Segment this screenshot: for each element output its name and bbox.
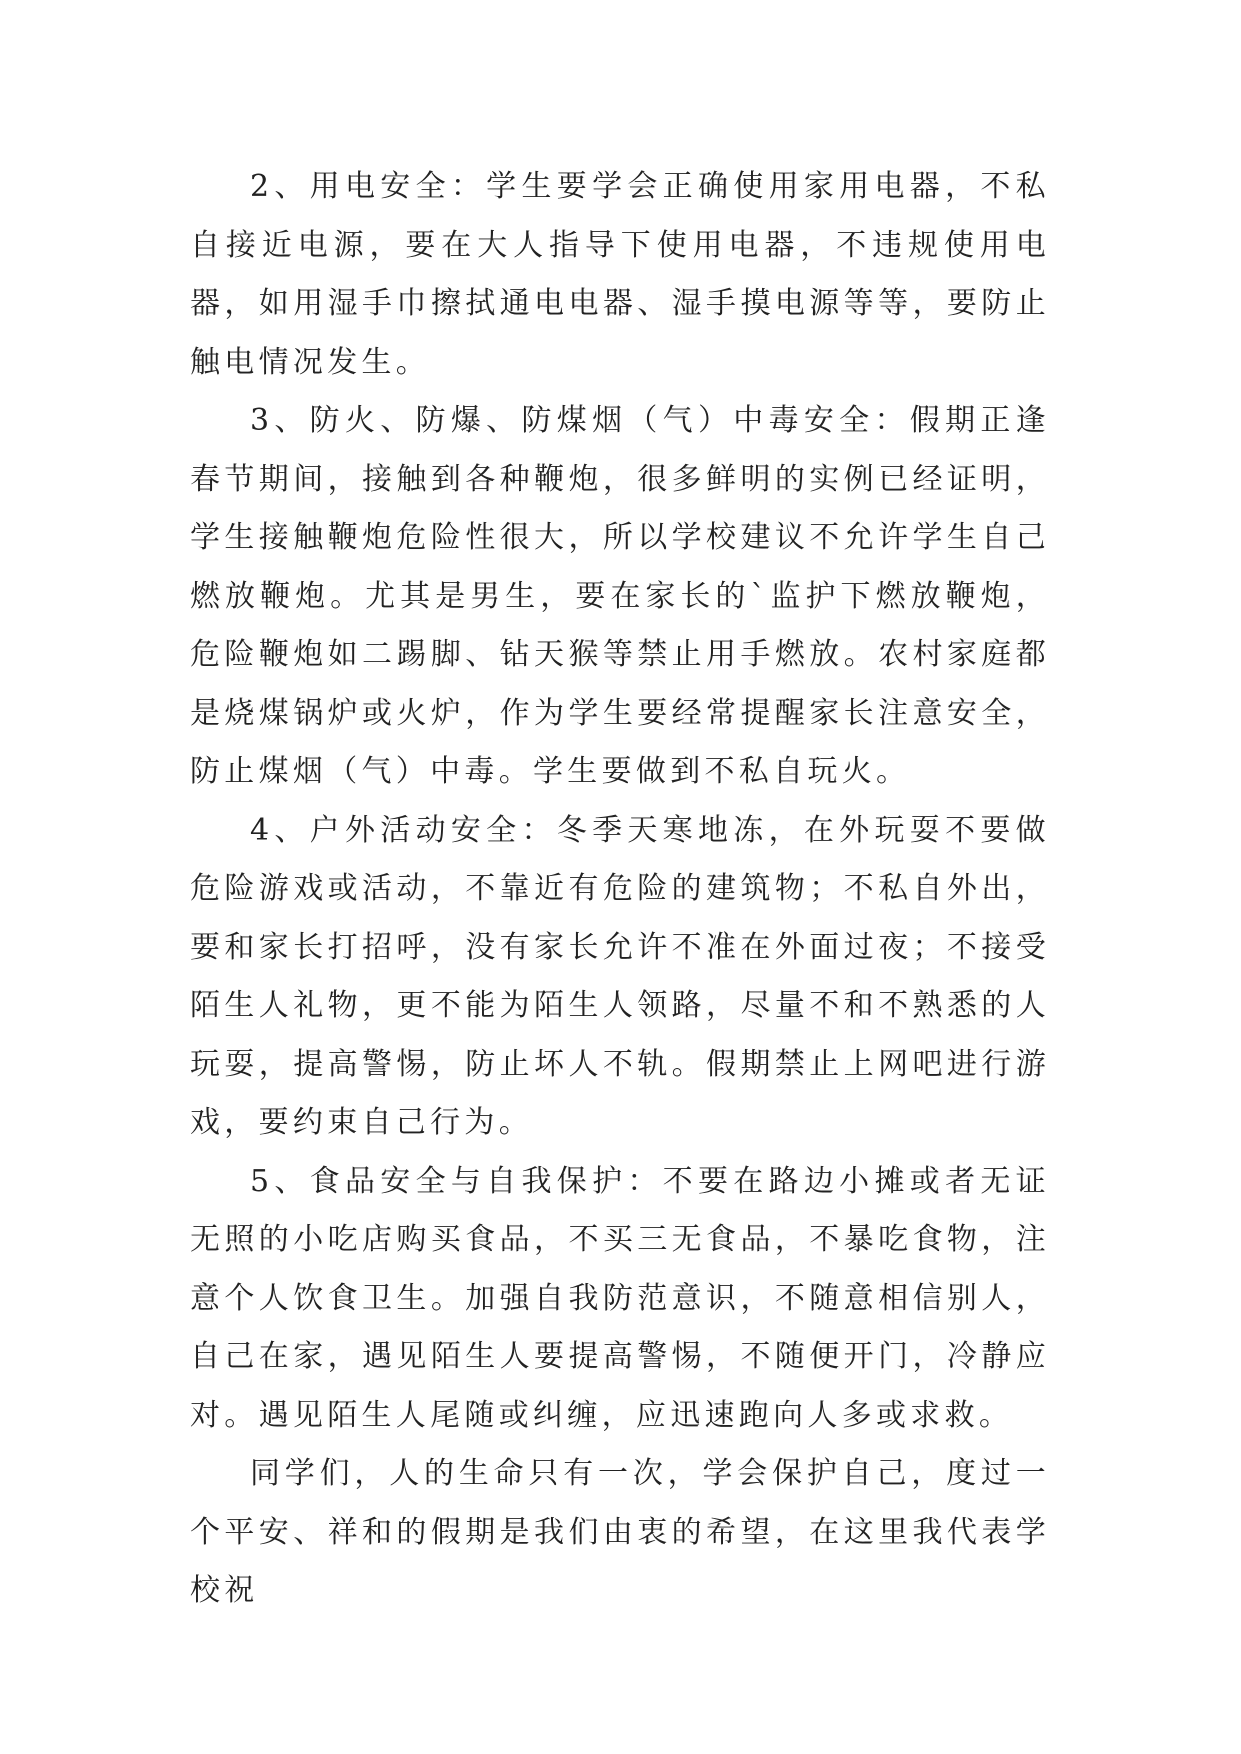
paragraph-electricity-safety: 2、用电安全：学生要学会正确使用家用电器，不私自接近电源，要在大人指导下使用电器，不违规使用电器，如用湿手巾擦拭通电电器、湿手摸电源等等，要防止触电情况发生。	[190, 169, 1050, 380]
paragraph-closing: 同学们，人的生命只有一次，学会保护自己，度过一个平安、祥和的假期是我们由衷的希望，在这里我代表学校祝	[190, 1456, 1050, 1608]
paragraph-food-self-protection: 5、食品安全与自我保护：不要在路边小摊或者无证无照的小吃店购买食品，不买三无食品，不暴吃食物，注意个人饮食卫生。加强自我防范意识，不随意相信别人，自己在家，遇见陌生人要提高警惕，不随便开门，冷静应对。遇见陌生人尾随或纠缠，应迅速跑向人多或求救。	[190, 1163, 1050, 1433]
paragraph-fire-explosion-safety: 3、防火、防爆、防煤烟（气）中毒安全：假期正逢春节期间，接触到各种鞭炮，很多鲜明的实例已经证明，学生接触鞭炮危险性很大，所以学校建议不允许学生自己燃放鞭炮。尤其是男生，要在家长的`监护下燃放鞭炮，危险鞭炮如二踢脚、钻天猴等禁止用手燃放。农村家庭都是烧煤锅炉或火炉，作为学生要经常提醒家长注意安全，防止煤烟（气）中毒。学生要做到不私自玩火。	[190, 403, 1050, 789]
document-body	[190, 158, 1050, 1621]
paragraph-outdoor-safety: 4、户外活动安全：冬季天寒地冻，在外玩耍不要做危险游戏或活动，不靠近有危险的建筑物；不私自外出，要和家长打招呼，没有家长允许不准在外面过夜；不接受陌生人礼物，更不能为陌生人领路，尽量不和不熟悉的人玩耍，提高警惕，防止坏人不轨。假期禁止上网吧进行游戏，要约束自己行为。	[190, 812, 1050, 1140]
